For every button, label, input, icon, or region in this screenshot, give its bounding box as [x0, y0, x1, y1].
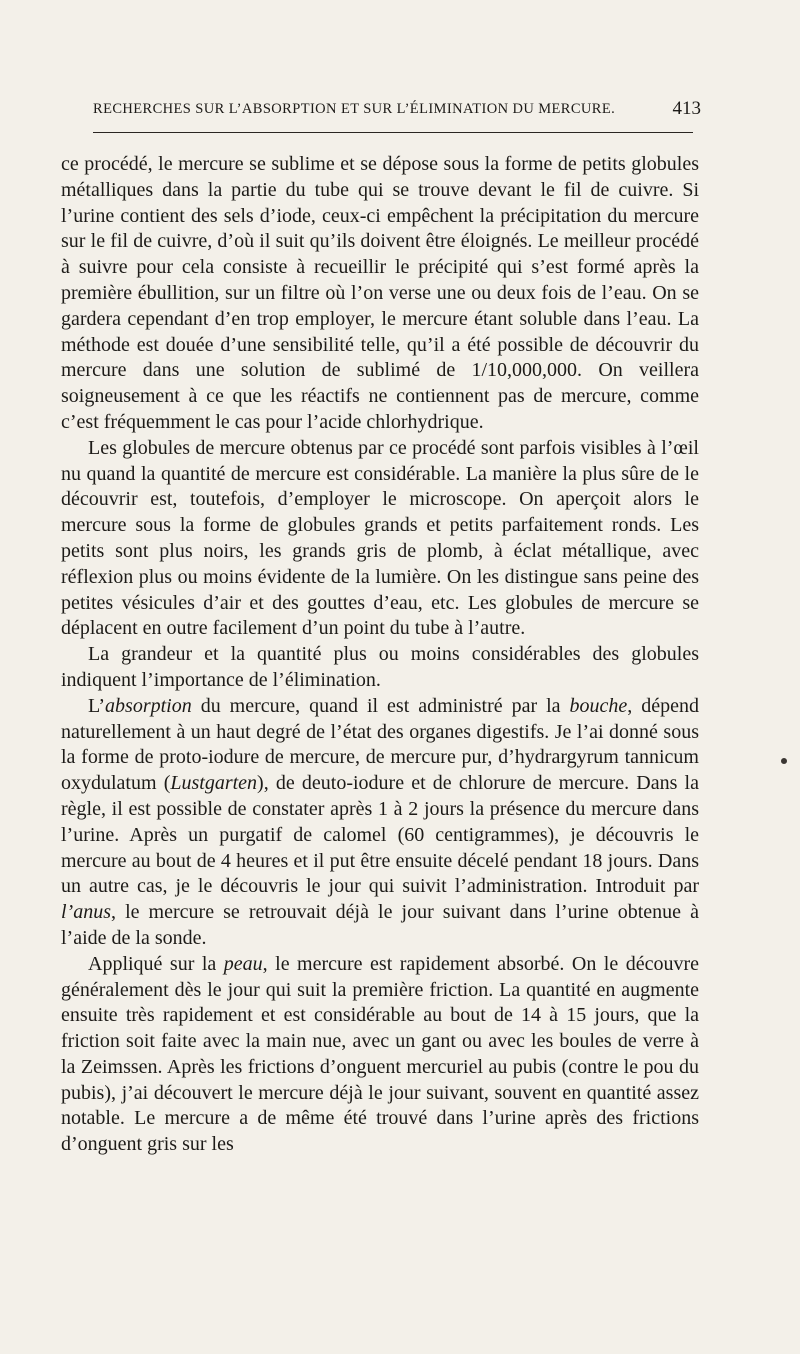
text-run: ), de deuto-iodure et de chlorure de mercure. Dans la règle, il est possible de constater après 1 à 2 jours la présence du mercure dans l’urine. Après un purgatif de calomel (60 centigrammes), je découvris le mercure au bout de 4 heures et il put être ensuite décelé pendant 18 jours. Dans un autre cas, je le découvris le jour qui suivit l’administration. Introduit par — [61, 772, 699, 898]
margin-ink-dot — [781, 758, 787, 764]
page-number: 413 — [672, 98, 701, 119]
italic-term: Lustgarten — [170, 772, 258, 795]
paragraph-5 — [61, 952, 699, 1158]
text-run: Appliqué sur la — [88, 952, 224, 975]
text-run: , le mercure se retrouvait déjà le jour suivant dans l’urine obtenue à l’aide de la sonde. — [61, 901, 699, 949]
italic-term: peau — [223, 952, 263, 975]
running-title: RECHERCHES SUR L’ABSORPTION ET SUR L’ÉLIMINATION DU MERCURE. — [93, 101, 616, 117]
text-run: , le mercure est rapidement absorbé. On le découvre généralement dès le jour qui suit la première friction. La quantité en augmente ensuite très rapidement et est considérable au bout de 14 à 15 jours, que la friction soit faite avec la main nue, avec un gant ou avec les boules de verre à la Zeimssen. Après les frictions d’onguent mercuriel au pubis (contre le pou du pubis), j’ai découvert le mercure déjà le jour suivant, souvent en quantité assez notable. Le mercure a de même été trouvé dans l’urine après des frictions d’onguent gris sur les — [61, 952, 700, 1156]
paragraph-3: La grandeur et la quantité plus ou moins considérables des globules indiquent l’importance de l’élimination. — [61, 643, 699, 691]
text-run: L’ — [88, 694, 106, 717]
paragraph-2: Les globules de mercure obtenus par ce procédé sont parfois visibles à l’œil nu quand la quantité de mercure est considérable. La manière la plus sûre de le découvrir est, toutefois, d’employer le microscope. On aperçoit alors le mercure sous la forme de globules grands et petits parfaitement ronds. Les petits sont plus noirs, les grands gris de plomb, à éclat métallique, avec réflexion plus ou moins évidente de la lumière. On les distingue sans peine des petites vésicules d’air et des gouttes d’eau, etc. Les globules de mercure se déplacent en outre facilement d’un point du tube à l’autre. — [61, 436, 699, 640]
text-run: du mercure, quand il est administré par la — [191, 694, 570, 717]
italic-term: absorption — [105, 694, 192, 717]
italic-term: l’anus — [61, 901, 111, 924]
header-rule — [93, 132, 693, 133]
paragraph-4 — [61, 694, 699, 952]
paragraph-1: ce procédé, le mercure se sublime et se dépose sous la forme de petits globules métalliques dans la partie du tube qui se trouve devant le fil de cuivre. Si l’urine contient des sels d’iode, ceux-ci empêchent la précipitation du mercure sur le fil de cuivre, d’où il suit qu’ils doivent être éloignés. Le meilleur procédé à suivre pour cela consiste à recueillir le précipité qui s’est formé après la première ébullition, sur un filtre où l’on verse une ou deux fois de l’eau. On se gardera cependant d’en trop employer, le mercure étant soluble dans l’eau. La méthode est douée d’une sensibilité telle, qu’il a été possible de découvrir du mercure dans une solution de sublimé de 1/10,000,000. On veillera soigneusement à ce que les réactifs ne contiennent pas de mercure, comme c’est fréquemment le cas pour l’acide chlorhydrique. — [61, 153, 699, 433]
text-run: , dépend naturellement à un haut degré de l’état des organes digestifs. Je l’ai donné sous la forme de proto-iodure de mercure, de mercure pur, d’hydrargyrum tannicum oxydulatum ( — [61, 694, 699, 795]
running-header — [93, 98, 701, 119]
body-text — [61, 152, 699, 1158]
italic-term: bouche — [569, 694, 628, 717]
